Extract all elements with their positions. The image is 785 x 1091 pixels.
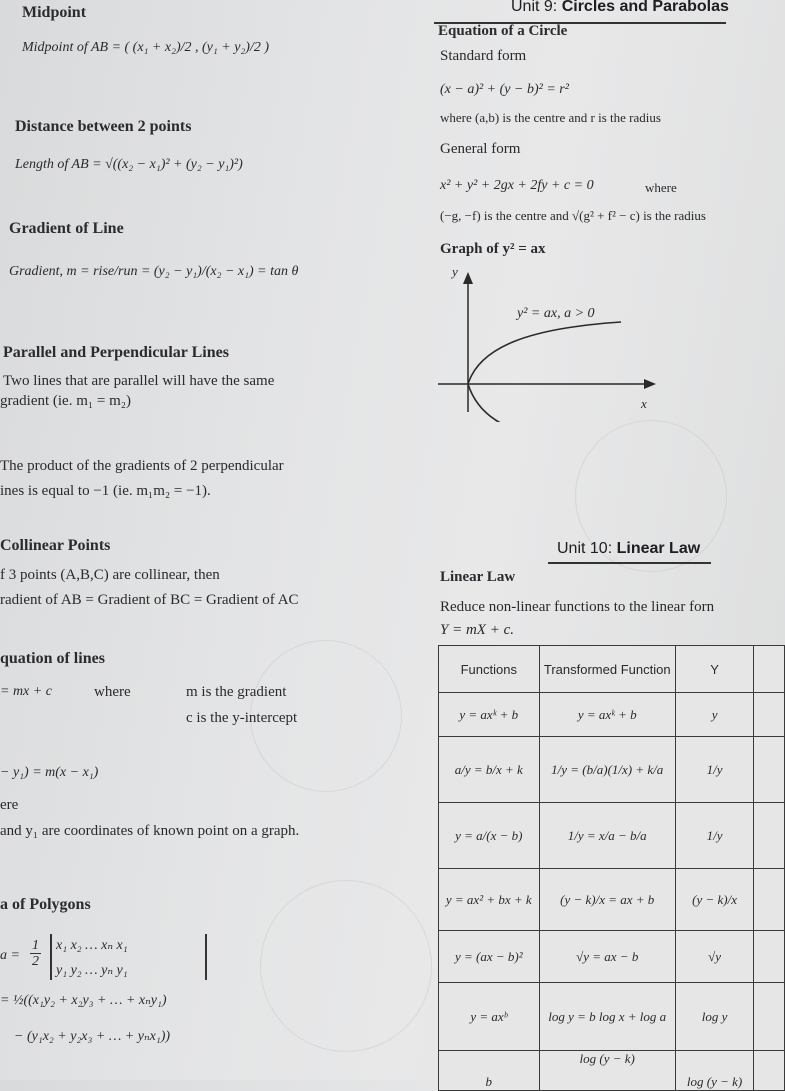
equation-form-2: − y₁) = m(x − x₁) (0, 765, 99, 780)
perpendicular-line-1: The product of the gradients of 2 perpendicular (0, 458, 284, 474)
midpoint-heading: Midpoint (22, 4, 87, 21)
polygons-half: $\frac{1}{2}$ (32, 938, 39, 969)
parabola-curve (468, 322, 621, 422)
equation-here: ere (0, 797, 19, 813)
table-cell (754, 869, 785, 931)
y-axis-arrow (463, 272, 473, 284)
graph-heading: Graph of y² = ax (440, 241, 546, 257)
distance-heading: Distance between 2 points (15, 118, 192, 135)
unit-9-title: Unit 9: Circles and Parabolas (511, 0, 729, 15)
table-cell (754, 983, 785, 1051)
table-cell: 1/y (675, 803, 753, 869)
table-cell: 1/y (675, 737, 753, 803)
table-cell: 1/y = x/a − b/a (539, 803, 675, 869)
polygons-line-2: = ½((x₁y₂ + x₂y₃ + … + xₙy₁) (0, 993, 167, 1008)
table-cell: √y (675, 931, 753, 983)
table-row (439, 983, 785, 1051)
table-cell: log y = b log x + log a (539, 983, 675, 1051)
midpoint-formula: Midpoint of AB = ( (x₁ + x₂)/2 , (y₁ + y₂)/2 ) (22, 40, 269, 55)
determinant-left-bar (50, 934, 52, 980)
unit-10-title: Unit 10: Linear Law (557, 540, 701, 557)
table-cell (754, 931, 785, 983)
table-header-row (439, 646, 785, 693)
table-cell: √y = ax − b (539, 931, 675, 983)
collinear-heading: Collinear Points (0, 537, 111, 554)
table-cell: b (439, 1051, 540, 1091)
table-cell: log (y − k) (539, 1051, 675, 1091)
x-axis-arrow (644, 379, 656, 389)
parallel-heading: Parallel and Perpendicular Lines (3, 344, 229, 361)
gradient-heading: Gradient of Line (9, 220, 124, 237)
table-cell: y = ax² + bx + k (439, 869, 540, 931)
equation-of-lines-heading: quation of lines (0, 650, 105, 667)
linear-law-table (438, 645, 785, 1091)
table-cell (754, 737, 785, 803)
table-cell (754, 803, 785, 869)
determinant-right-bar (205, 934, 207, 980)
table-cell: 1/y = (b/a)(1/x) + k/a (539, 737, 675, 803)
linear-law-heading: Linear Law (440, 569, 516, 585)
polygons-a: a = (0, 948, 20, 963)
polygons-line-3: − (y₁x₂ + y₂x₃ + … + yₙx₁)) (14, 1029, 171, 1044)
table-cell: y = axᵏ + b (439, 693, 540, 737)
standard-form-label: Standard form (440, 48, 527, 64)
general-equation: x² + y² + 2gx + 2fy + c = 0 (440, 178, 594, 193)
general-where: where (645, 180, 677, 195)
parallel-line-1: Two lines that are parallel will have the same (3, 373, 275, 389)
equation-where: where (94, 684, 131, 700)
general-centre: (−g, −f) is the centre and √(g² + f² − c) is the radius (440, 208, 706, 223)
circle-heading: Equation of a Circle (438, 23, 568, 39)
table-cell (754, 1051, 785, 1091)
perpendicular-line-2: ines is equal to −1 (ie. m₁m₂ = −1). (0, 483, 211, 499)
linear-law-form: Y = mX + c. (440, 622, 514, 638)
polygons-row-2: y₁ y₂ … yₙ y₁ (56, 963, 128, 978)
table-cell: log (y − k) (675, 1051, 753, 1091)
parallel-line-2: gradient (ie. m₁ = m₂) (0, 393, 131, 409)
parabola-label: y² = ax, a > 0 (517, 306, 595, 321)
linear-law-description: Reduce non-linear functions to the linear forn (440, 599, 715, 615)
table-row (439, 931, 785, 983)
distance-formula: Length of AB = √((x₂ − x₁)² + (y₂ − y₁)²) (15, 157, 243, 172)
standard-where: where (a,b) is the centre and r is the radius (440, 110, 661, 125)
table-cell: y = a/(x − b) (439, 803, 540, 869)
polygons-heading: a of Polygons (0, 896, 91, 913)
unit-10-underline (548, 562, 711, 564)
table-cell: y = axᵏ + b (539, 693, 675, 737)
table-cell: (y − k)/x (675, 869, 753, 931)
polygons-row-1: x₁ x₂ … xₙ x₁ (56, 938, 128, 953)
table-row (439, 869, 785, 931)
header-y: Y (675, 646, 753, 693)
collinear-line-1: f 3 points (A,B,C) are collinear, then (0, 567, 220, 583)
gradient-formula: Gradient, m = rise/run = (y₂ − y₁)/(x₂ − x₁) = tan θ (9, 264, 299, 279)
table-row (439, 693, 785, 737)
table-cell: a/y = b/x + k (439, 737, 540, 803)
table-cell: y (675, 693, 753, 737)
table-row (439, 803, 785, 869)
table-row (439, 737, 785, 803)
standard-equation: (x − a)² + (y − b)² = r² (440, 82, 569, 97)
general-form-label: General form (440, 141, 521, 157)
ghost-circle-2 (260, 880, 432, 1052)
table-row (439, 1051, 785, 1091)
parabola-graph (436, 262, 666, 422)
x-axis-label: x (641, 396, 647, 411)
equation-m-desc: m is the gradient (186, 684, 287, 700)
header-transformed: Transformed Function (539, 646, 675, 693)
table-cell: (y − k)/x = ax + b (539, 869, 675, 931)
table-cell: y = (ax − b)² (439, 931, 540, 983)
y-axis-label: y (452, 264, 458, 279)
equation-coords: and y₁ are coordinates of known point on a graph. (0, 823, 300, 839)
collinear-line-2: radient of AB = Gradient of BC = Gradient of AC (0, 592, 299, 608)
header-extra (754, 646, 785, 693)
table-cell: y = axᵇ (439, 983, 540, 1051)
header-functions: Functions (439, 646, 540, 693)
equation-c-desc: c is the y-intercept (186, 710, 298, 726)
table-cell: log y (675, 983, 753, 1051)
equation-form-1: = mx + c (0, 684, 52, 699)
table-cell (754, 693, 785, 737)
